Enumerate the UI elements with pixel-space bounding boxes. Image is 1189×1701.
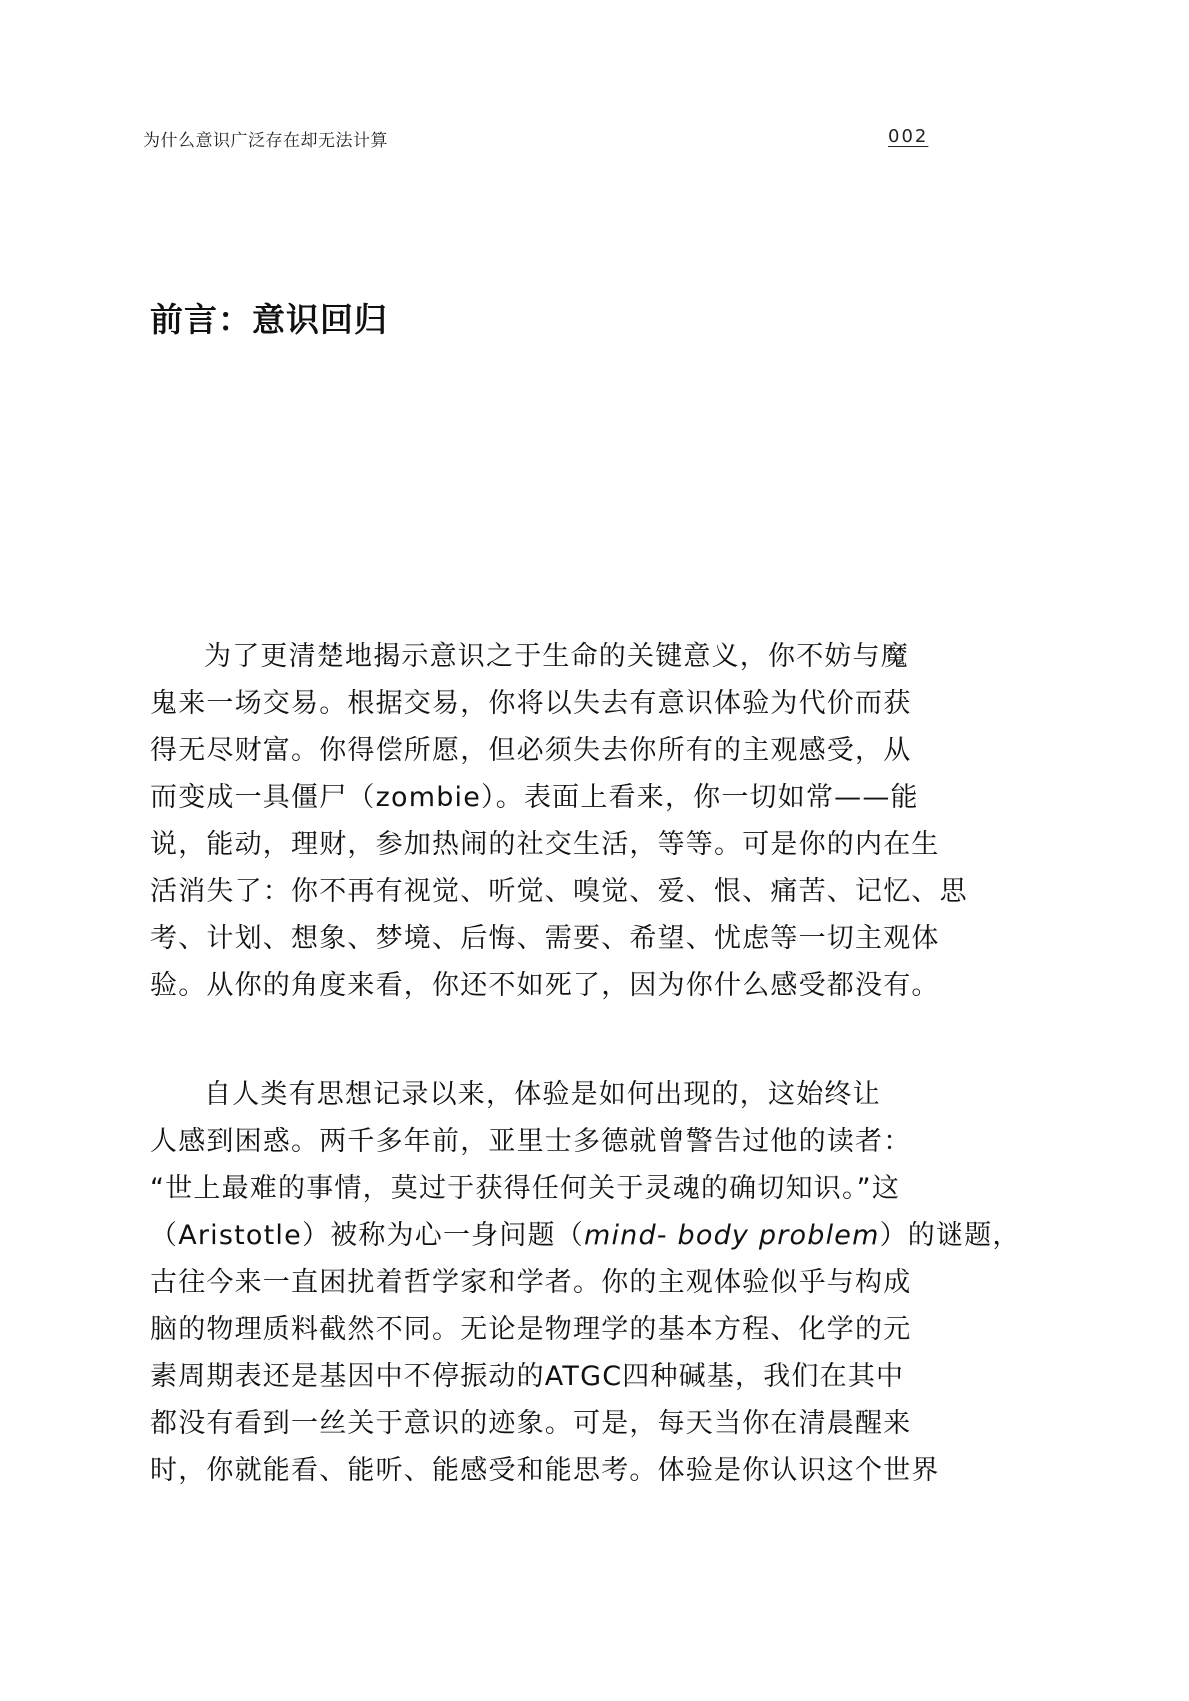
text-line: 素周期表还是基因中不停振动的ATGC四种碱基，我们在其中 [150,1361,905,1392]
text-line [150,1219,1021,1253]
page-number: 002 [888,126,929,147]
italic-term: mind- body problem [583,1220,880,1251]
text-line: 自人类有思想记录以来，体验是如何出现的，这始终让 [204,1079,881,1110]
text-line: 都没有看到一丝关于意识的迹象。可是，每天当你在清晨醒来 [150,1408,912,1439]
text-line: 脑的物理质料截然不同。无论是物理学的基本方程、化学的元 [150,1314,912,1345]
text-line: 为了更清楚地揭示意识之于生命的关键意义，你不妨与魔 [204,641,909,672]
text-line: 人感到困惑。两千多年前，亚里士多德就曾警告过他的读者： [150,1126,912,1157]
text-line: 而变成一具僵尸（zombie）。表面上看来，你一切如常——能 [150,782,919,813]
text-line: 古往今来一直困扰着哲学家和学者。你的主观体验似乎与构成 [150,1267,912,1298]
text-line: 时，你就能看、能听、能感受和能思考。体验是你认识这个世界 [150,1455,940,1486]
text-run: （Aristotle）被称为心一身问题（ [150,1220,584,1251]
text-run: ）的谜题， [879,1220,1021,1251]
running-header-title: 为什么意识广泛存在却无法计算 [143,131,388,151]
text-line: 说，能动，理财，参加热闹的社交生活，等等。可是你的内在生 [150,829,940,860]
text-line: 验。从你的角度来看，你还不如死了，因为你什么感受都没有。 [150,970,940,1001]
text-line: 活消失了：你不再有视觉、听觉、嗅觉、爱、恨、痛苦、记忆、思 [150,876,968,907]
text-line: 得无尽财富。你得偿所愿，但必须失去你所有的主观感受，从 [150,735,912,766]
text-line: “世上最难的事情，莫过于获得任何关于灵魂的确切知识。”这 [150,1173,901,1204]
chapter-title: 前言：意识回归 [150,300,388,339]
text-line: 鬼来一场交易。根据交易，你将以失去有意识体验为代价而获 [150,688,912,719]
text-line: 考、计划、想象、梦境、后悔、需要、希望、忧虑等一切主观体 [150,923,940,954]
